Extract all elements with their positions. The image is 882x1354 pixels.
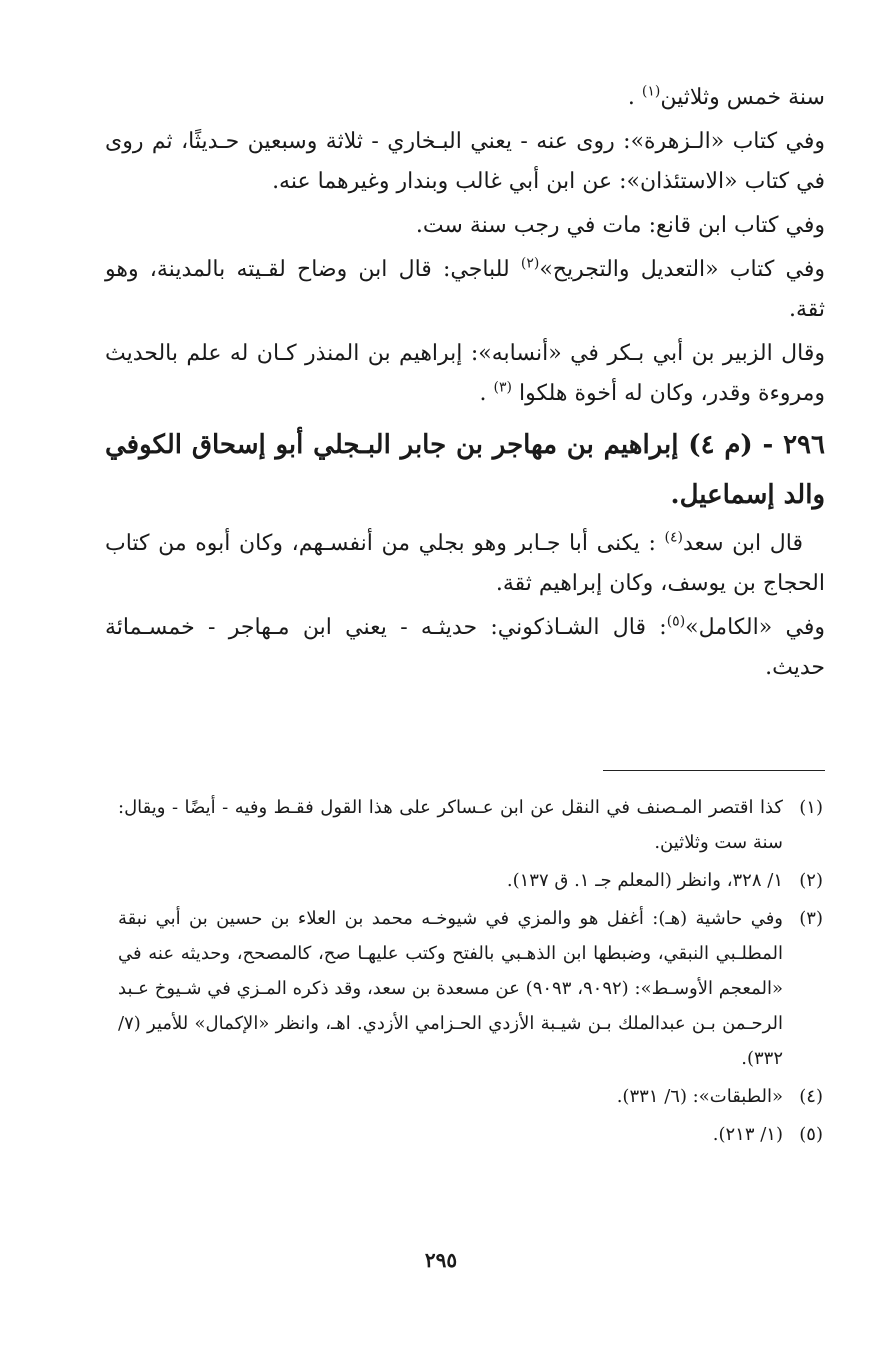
paragraph-7: وفي «الكامل»$^{(٥)}$: قال الشـاذكوني: حديثـه - يعني ابن مـهاجر - خمسـمائة حديث. (105, 613, 825, 680)
footnote-number: (٤) (799, 1086, 823, 1107)
footnote-2 (118, 863, 823, 898)
footnote-1 (118, 790, 823, 860)
footnote-number: (٣) (799, 908, 823, 929)
footnote-text: كذا اقتصر المـصنف في النقل عن ابن عـساكر على هذا القول فقـط وفيه - أيضًا - ويقال: سنة ست وثلاثين. (118, 797, 783, 853)
paragraph-4: وفي كتاب «التعديل والتجريح»$^{(٢)}$ للباجي: قال ابن وضاح لقـيته بالمدينة، وهو ثقة. (105, 255, 826, 322)
footnote-ref-1[interactable]: (١) (641, 83, 661, 100)
footnote-number: (٢) (799, 870, 823, 891)
footnote-ref-4[interactable]: (٤) (664, 529, 683, 546)
page-number: ٢٩٥ (424, 1248, 458, 1272)
footnote-text: ١/ ٣٢٨، وانظر (المعلم جـ ١. ق ١٣٧). (506, 870, 783, 891)
paragraph-1: سنة خمس وثلاثين$^{(١)}$ . (627, 83, 825, 110)
footnote-separator (603, 770, 825, 771)
footnote-ref-3[interactable]: (٣) (493, 379, 512, 396)
footnotes (118, 790, 823, 1155)
footnote-text: (١/ ٢١٣). (712, 1124, 783, 1145)
paragraph-2: وفي كتاب «الـزهرة»: روى عنه - يعني البـخاري - ثلاثة وسبعين حـديثًا، ثم روى في كتاب «الاستئذان»: عن ابن أبي غالب وبندار وغيرهما عنه. (105, 129, 825, 194)
footnote-number: (١) (799, 797, 823, 818)
entry-heading: ٢٩٦ - (م ٤) إبراهيم بن مهاجر بن جابر البـجلي أبو إسحاق الكوفي والد إسماعيل. (105, 430, 825, 510)
paragraph-6: قال ابن سعد$^{(٤)}$ : يكنى أبا جـابر وهو بجلي من أنفسـهم، وكان أبوه من كتاب الحجاج بن يوسف، وكان إبراهيم ثقة. (105, 529, 825, 596)
footnote-ref-2[interactable]: (٢) (520, 255, 540, 272)
footnote-number: (٥) (799, 1124, 823, 1145)
footnote-5 (118, 1117, 823, 1152)
footnote-ref-5[interactable]: (٥) (666, 613, 686, 630)
footnote-text: «الطبقات»: (٦/ ٣٣١). (616, 1086, 783, 1107)
paragraph-3: وفي كتاب ابن قانع: مات في رجب سنة ست. (415, 213, 825, 238)
footnote-4 (118, 1079, 823, 1114)
footnote-text: وفي حاشية (هـ): أغفل هو والمزي في شيوخـه محمد بن العلاء بن حسين بن أبي نبقة المطلـبي النبقي، وضبطها ابن الذهـبي بالفتح وكتب عليهـا صح، كالمصحح، وحديثه عنه في «المعجم الأوسـط»: (٩٠٩٢، ٩٠٩٣) عن مسعدة بن سعد، وقد ذكره المـزي في شـيوخ عـبد الرحـمن بـن عبدالملك بـن شيـبة الأزدي الحـزامي الأزدي. اهـ، وانظر «الإكمال» للأمير (٧/ ٣٣٢). (118, 908, 783, 1069)
paragraph-5: وقال الزبير بن أبي بـكر في «أنسابه»: إبراهيم بن المنذر كـان له علم بالحديث ومروءة وقدر، وكان له أخوة هلكوا $^{(٣)}$ . (105, 341, 825, 406)
footnote-3 (118, 901, 823, 1076)
main-text (105, 78, 825, 692)
